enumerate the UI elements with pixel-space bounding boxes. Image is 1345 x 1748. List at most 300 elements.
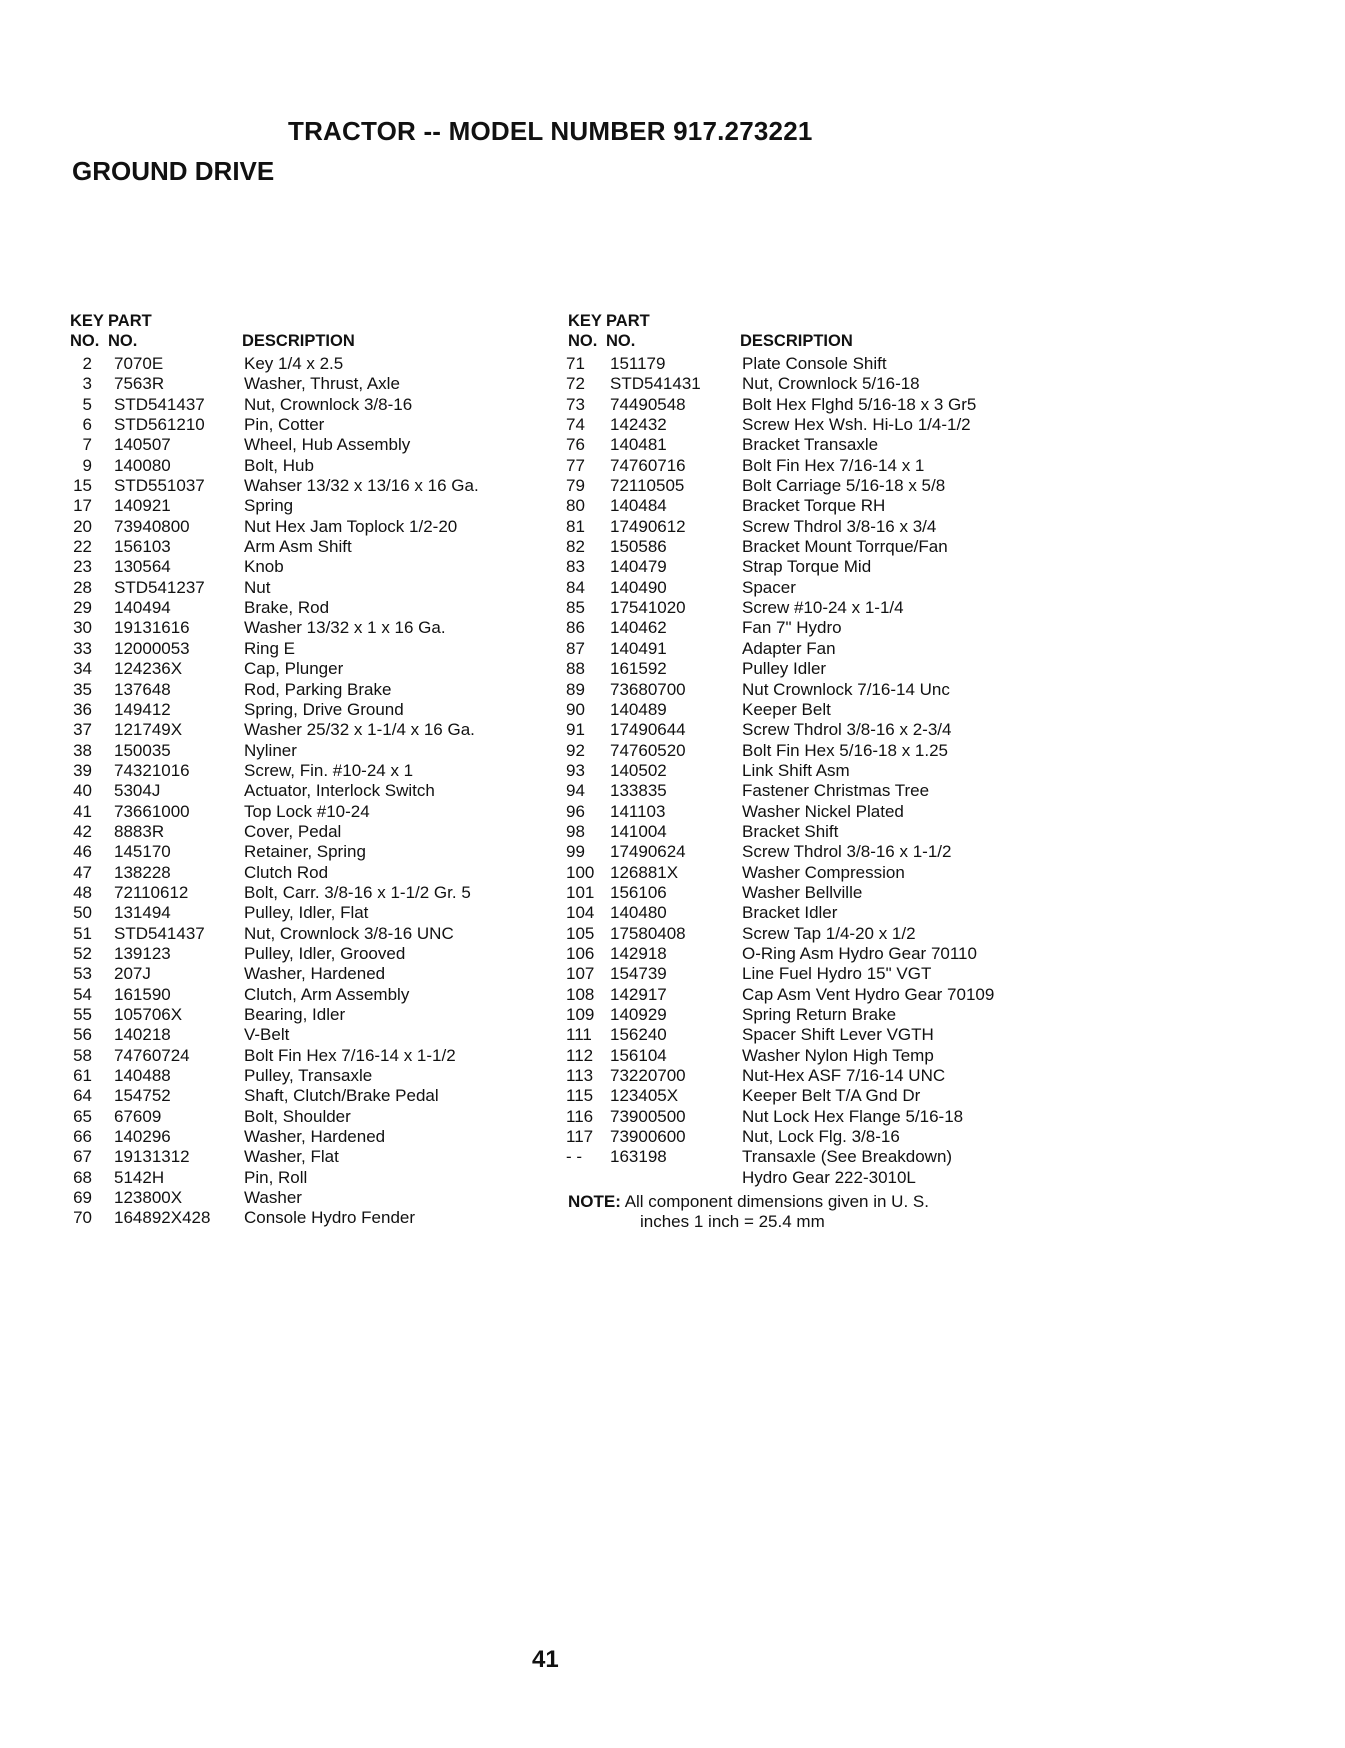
part-number: 124236X: [114, 659, 183, 679]
part-description: Keeper Belt T/A Gnd Dr: [742, 1086, 921, 1106]
part-description: Screw #10-24 x 1-1/4: [742, 598, 904, 618]
table-row: [568, 1005, 1328, 1025]
table-row: [70, 1127, 540, 1147]
part-description: Washer Bellville: [742, 882, 863, 902]
key-number: 104: [566, 903, 595, 923]
key-number: 39: [73, 760, 92, 780]
part-description: Cap, Plunger: [244, 659, 344, 679]
key-number: 38: [73, 740, 92, 760]
table-row: [70, 700, 540, 720]
part-number: 150586: [610, 537, 667, 557]
table-row: [70, 802, 540, 822]
part-description: Screw Thdrol 3/8-16 x 1-1/2: [742, 842, 952, 862]
table-row: [568, 395, 1328, 415]
table-row: [70, 781, 540, 801]
part-number: 141004: [610, 821, 667, 841]
key-number: 34: [73, 659, 92, 679]
key-number: 81: [566, 516, 585, 536]
key-number: 105: [566, 923, 595, 943]
part-number: 154739: [610, 964, 667, 984]
part-description: Nut, Crownlock 3/8-16 UNC: [244, 923, 454, 943]
note-line-1: All component dimensions given in U. S.: [624, 1192, 929, 1212]
key-number: 91: [566, 720, 585, 740]
table-row: [70, 395, 540, 415]
table-row: [568, 700, 1328, 720]
key-number: 88: [566, 659, 585, 679]
part-number: 73900600: [610, 1127, 686, 1147]
part-number: 140462: [610, 618, 667, 638]
part-number: 156106: [610, 882, 667, 902]
part-description: Wheel, Hub Assembly: [244, 435, 411, 455]
part-description: Pulley Idler: [742, 659, 827, 679]
page-title: TRACTOR -- MODEL NUMBER 917.273221: [288, 116, 813, 146]
column-header: [70, 312, 540, 354]
part-number: 126881X: [610, 862, 679, 882]
part-number: 140491: [610, 638, 667, 658]
key-number: 100: [566, 862, 595, 882]
key-number: 61: [73, 1066, 92, 1086]
part-number: 140481: [610, 435, 667, 455]
part-description: Nut Crownlock 7/16-14 Unc: [742, 679, 950, 699]
table-row: [70, 903, 540, 923]
key-number: 94: [566, 781, 585, 801]
table-row: [70, 924, 540, 944]
header-key-no: NO.: [70, 332, 100, 350]
table-row: [568, 781, 1328, 801]
key-number: 48: [73, 882, 92, 902]
key-number: 76: [566, 435, 585, 455]
header-key: KEY: [70, 312, 104, 330]
part-number: 140507: [114, 435, 171, 455]
key-number: 2: [82, 354, 92, 373]
part-number: 156240: [610, 1025, 667, 1045]
key-number: 52: [73, 943, 92, 963]
key-number: 74: [566, 415, 585, 435]
key-number: 86: [566, 618, 585, 638]
key-number: 20: [73, 516, 92, 536]
table-row: [568, 435, 1328, 455]
table-row: [70, 720, 540, 740]
part-description: Bolt Carriage 5/16-18 x 5/8: [742, 476, 946, 496]
table-row: [568, 964, 1328, 984]
key-number: 99: [566, 842, 585, 862]
part-description: Retainer, Spring: [244, 842, 366, 862]
part-description: Bolt Hex Flghd 5/16-18 x 3 Gr5: [742, 394, 977, 414]
column-header: [568, 312, 1328, 354]
part-number: 140494: [114, 598, 171, 618]
table-row: [568, 741, 1328, 761]
dimension-note: [568, 1192, 1328, 1232]
key-number: 9: [82, 455, 92, 475]
part-description: Nut, Crownlock 5/16-18: [742, 374, 920, 394]
table-row: [568, 415, 1328, 435]
header-description: DESCRIPTION: [242, 332, 355, 350]
part-number: 140484: [610, 496, 667, 516]
part-number: 74760724: [114, 1045, 190, 1065]
part-description: Nut Lock Hex Flange 5/16-18: [742, 1106, 964, 1126]
part-description: Fan 7" Hydro: [742, 618, 842, 638]
part-number: 140921: [114, 496, 171, 516]
part-number: STD541437: [114, 923, 205, 943]
part-number: 121749X: [114, 720, 183, 740]
part-description: Bolt, Hub: [244, 455, 314, 475]
part-description: Brake, Rod: [244, 598, 330, 618]
section-title: GROUND DRIVE: [72, 156, 275, 186]
key-number: 42: [73, 821, 92, 841]
table-row: [70, 1107, 540, 1127]
part-description: Bracket Torque RH: [742, 496, 886, 516]
part-description: Bearing, Idler: [244, 1005, 346, 1024]
key-number: 113: [566, 1066, 594, 1086]
table-row: [70, 537, 540, 557]
table-row: [568, 1025, 1328, 1045]
table-row: [70, 964, 540, 984]
part-number: 5142H: [114, 1167, 165, 1187]
part-number: 145170: [114, 842, 171, 862]
part-number: 105706X: [114, 1005, 183, 1024]
table-row: [568, 496, 1328, 516]
table-row: [70, 863, 540, 883]
part-number: 17490644: [610, 720, 686, 740]
part-description: Washer Nickel Plated: [742, 801, 904, 821]
key-number: 22: [73, 537, 92, 557]
part-description: Pin, Cotter: [244, 415, 325, 435]
part-number: 7070E: [114, 354, 164, 373]
table-row: [568, 883, 1328, 903]
table-row: [568, 985, 1328, 1005]
part-number: 12000053: [114, 638, 190, 658]
part-description: Nut, Crownlock 3/8-16: [244, 394, 413, 414]
table-row: [568, 680, 1328, 700]
header-part: PART: [108, 312, 152, 330]
key-number: 7: [82, 435, 92, 455]
part-description: Cover, Pedal: [244, 821, 342, 841]
table-row: [568, 761, 1328, 781]
parts-list-right: [568, 312, 1328, 1232]
table-row: [70, 1025, 540, 1045]
key-number: 72: [566, 374, 585, 394]
part-number: 138228: [114, 862, 171, 882]
part-number: STD541437: [114, 394, 205, 414]
key-number: 50: [73, 903, 92, 923]
part-description: Bracket Transaxle: [742, 435, 879, 455]
table-row: [568, 863, 1328, 883]
part-number: 164892X428: [114, 1208, 211, 1228]
part-description: Bolt, Carr. 3/8-16 x 1-1/2 Gr. 5: [244, 882, 471, 902]
key-number: 46: [73, 842, 92, 862]
part-number: 133835: [610, 781, 667, 801]
key-number: 6: [82, 415, 92, 435]
table-row: [70, 354, 540, 374]
part-description: Washer Compression: [742, 862, 905, 882]
key-number: 47: [73, 862, 92, 882]
key-number: 58: [73, 1045, 92, 1065]
part-description: Washer, Thrust, Axle: [244, 374, 400, 394]
key-number: 70: [73, 1208, 92, 1228]
part-description: Pulley, Transaxle: [244, 1066, 373, 1086]
part-description: Nut-Hex ASF 7/16-14 UNC: [742, 1066, 946, 1086]
table-row: [568, 1107, 1328, 1127]
part-description: Keeper Belt: [742, 699, 831, 719]
part-description: Bracket Mount Torrque/Fan: [742, 537, 948, 557]
part-number: 149412: [114, 699, 171, 719]
key-number: 53: [73, 964, 92, 984]
key-number: 77: [566, 455, 585, 475]
part-description: Hydro Gear 222-3010L: [742, 1167, 916, 1187]
part-description: Screw, Fin. #10-24 x 1: [244, 760, 414, 780]
key-number: 5: [82, 394, 92, 414]
part-number: 17580408: [610, 923, 686, 943]
part-description: Spring, Drive Ground: [244, 699, 404, 719]
table-row: [70, 1208, 540, 1228]
part-description: Clutch Rod: [244, 862, 329, 882]
part-description: Screw Thdrol 3/8-16 x 2-3/4: [742, 720, 952, 740]
table-row: [568, 1127, 1328, 1147]
key-number: 55: [73, 1005, 92, 1024]
part-description: Knob: [244, 557, 284, 577]
table-row: [70, 435, 540, 455]
parts-list-left: [70, 312, 540, 1229]
part-number: 131494: [114, 903, 171, 923]
header-part-no: NO.: [108, 332, 138, 350]
key-number: 83: [566, 557, 585, 577]
part-number: 140080: [114, 455, 171, 475]
key-number: 115: [566, 1086, 594, 1106]
table-row: [70, 1188, 540, 1208]
part-number: 151179: [610, 354, 666, 373]
part-description: Spacer Shift Lever VGTH: [742, 1025, 934, 1045]
part-number: 161590: [114, 984, 171, 1004]
table-row: [70, 883, 540, 903]
key-number: 3: [82, 374, 92, 394]
part-description: Washer, Flat: [244, 1147, 339, 1167]
table-row: [70, 985, 540, 1005]
part-number: 140479: [610, 557, 667, 577]
part-description: Plate Console Shift: [742, 354, 887, 373]
part-number: 73940800: [114, 516, 190, 536]
table-row: [70, 842, 540, 862]
part-description: Clutch, Arm Assembly: [244, 984, 410, 1004]
part-number: 74490548: [610, 394, 686, 414]
note-label: NOTE:: [568, 1192, 621, 1212]
page-number: 41: [532, 1646, 559, 1673]
key-number: 68: [73, 1167, 92, 1187]
key-number: 29: [73, 598, 92, 618]
table-row: [568, 842, 1328, 862]
part-description: Pulley, Idler, Flat: [244, 903, 369, 923]
header-part: PART: [606, 312, 650, 330]
table-row: [568, 374, 1328, 394]
part-description: Fastener Christmas Tree: [742, 781, 930, 801]
part-number: 163198: [610, 1147, 667, 1167]
table-row: [70, 1005, 540, 1025]
table-row: [568, 476, 1328, 496]
table-row: [70, 578, 540, 598]
part-number: 73680700: [610, 679, 686, 699]
part-number: 123800X: [114, 1188, 183, 1208]
part-description: Strap Torque Mid: [742, 557, 872, 577]
key-number: 111: [566, 1025, 592, 1045]
part-number: STD541431: [610, 374, 701, 394]
table-row: [70, 618, 540, 638]
part-description: Washer Nylon High Temp: [742, 1045, 934, 1065]
part-description: O-Ring Asm Hydro Gear 70110: [742, 943, 977, 963]
key-number: - -: [566, 1147, 583, 1167]
parts-rows: [568, 354, 1328, 1188]
table-row: [70, 496, 540, 516]
part-number: 19131616: [114, 618, 190, 638]
table-row: [70, 1086, 540, 1106]
part-description: Screw Hex Wsh. Hi-Lo 1/4-1/2: [742, 415, 971, 435]
part-number: 140929: [610, 1005, 667, 1024]
key-number: 35: [73, 679, 92, 699]
key-number: 73: [566, 394, 585, 414]
part-description: Bracket Idler: [742, 903, 838, 923]
key-number: 40: [73, 781, 92, 801]
part-description: Washer, Hardened: [244, 1127, 386, 1147]
key-number: 96: [566, 801, 585, 821]
part-description: Nut Hex Jam Toplock 1/2-20: [244, 516, 458, 536]
part-number: 73220700: [610, 1066, 686, 1086]
part-number: 130564: [114, 557, 171, 577]
part-number: 73900500: [610, 1106, 686, 1126]
table-row: [568, 517, 1328, 537]
part-description: Cap Asm Vent Hydro Gear 70109: [742, 984, 995, 1004]
table-row: [70, 517, 540, 537]
part-number: STD561210: [114, 415, 205, 435]
key-number: 64: [73, 1086, 92, 1106]
part-number: 72110612: [114, 882, 189, 902]
table-row: [568, 1168, 1328, 1188]
part-description: Nyliner: [244, 740, 297, 760]
key-number: 90: [566, 699, 585, 719]
part-number: 142432: [610, 415, 667, 435]
part-number: 140218: [114, 1025, 171, 1045]
key-number: 89: [566, 679, 585, 699]
key-number: 56: [73, 1025, 92, 1045]
key-number: 108: [566, 984, 595, 1004]
table-row: [568, 618, 1328, 638]
part-description: Rod, Parking Brake: [244, 679, 392, 699]
table-row: [568, 822, 1328, 842]
part-number: 140502: [610, 760, 667, 780]
table-row: [70, 456, 540, 476]
part-number: 140488: [114, 1066, 171, 1086]
table-row: [70, 476, 540, 496]
part-description: Transaxle (See Breakdown): [742, 1147, 953, 1167]
part-number: 140296: [114, 1127, 171, 1147]
table-row: [70, 1168, 540, 1188]
part-description: Bolt Fin Hex 5/16-18 x 1.25: [742, 740, 949, 760]
key-number: 84: [566, 577, 585, 597]
part-number: 17490612: [610, 516, 686, 536]
table-row: [568, 598, 1328, 618]
part-description: V-Belt: [244, 1025, 290, 1045]
part-number: 8883R: [114, 821, 165, 841]
key-number: 30: [73, 618, 92, 638]
part-description: Screw Thdrol 3/8-16 x 3/4: [742, 516, 937, 536]
part-description: Actuator, Interlock Switch: [244, 781, 435, 801]
key-number: 112: [566, 1045, 594, 1065]
part-description: Top Lock #10-24: [244, 801, 370, 821]
part-description: Spring: [244, 496, 294, 516]
table-row: [568, 578, 1328, 598]
part-number: 7563R: [114, 374, 165, 394]
part-number: 67609: [114, 1106, 162, 1126]
key-number: 65: [73, 1106, 92, 1126]
part-description: Bracket Shift: [742, 821, 839, 841]
header-part-no: NO.: [606, 332, 636, 350]
key-number: 87: [566, 638, 585, 658]
part-number: 139123: [114, 943, 171, 963]
part-number: 19131312: [114, 1147, 190, 1167]
table-row: [568, 1046, 1328, 1066]
table-row: [568, 1066, 1328, 1086]
table-row: [568, 1147, 1328, 1167]
part-number: 140480: [610, 903, 667, 923]
header-description: DESCRIPTION: [740, 332, 853, 350]
note-line-2: inches 1 inch = 25.4 mm: [640, 1212, 825, 1232]
part-number: 156104: [610, 1045, 667, 1065]
part-description: Bolt Fin Hex 7/16-14 x 1-1/2: [244, 1045, 456, 1065]
key-number: 116: [566, 1106, 594, 1126]
table-row: [70, 659, 540, 679]
part-description: Wahser 13/32 x 13/16 x 16 Ga.: [244, 476, 479, 496]
part-number: 123405X: [610, 1086, 679, 1106]
key-number: 51: [73, 923, 92, 943]
key-number: 71: [566, 354, 585, 373]
part-description: Link Shift Asm: [742, 760, 850, 780]
table-row: [70, 1066, 540, 1086]
part-description: Arm Asm Shift: [244, 537, 352, 557]
key-number: 117: [566, 1127, 594, 1147]
table-row: [70, 761, 540, 781]
part-number: STD541237: [114, 577, 205, 597]
part-description: Bolt Fin Hex 7/16-14 x 1: [742, 455, 925, 475]
part-number: 5304J: [114, 781, 161, 801]
table-row: [70, 374, 540, 394]
key-number: 23: [73, 557, 92, 577]
table-row: [568, 639, 1328, 659]
key-number: 93: [566, 760, 585, 780]
table-row: [568, 1086, 1328, 1106]
part-description: Console Hydro Fender: [244, 1208, 416, 1228]
part-description: Adapter Fan: [742, 638, 836, 658]
key-number: 107: [566, 964, 595, 984]
table-row: [568, 354, 1328, 374]
part-number: 140490: [610, 577, 667, 597]
key-number: 41: [73, 801, 92, 821]
key-number: 54: [73, 984, 92, 1004]
parts-rows: [70, 354, 540, 1229]
part-number: 142917: [610, 984, 667, 1004]
part-number: 17541020: [610, 598, 686, 618]
part-number: 150035: [114, 740, 171, 760]
key-number: 69: [73, 1188, 92, 1208]
part-description: Shaft, Clutch/Brake Pedal: [244, 1086, 439, 1106]
part-description: Washer 13/32 x 1 x 16 Ga.: [244, 618, 446, 638]
part-description: Pin, Roll: [244, 1167, 308, 1187]
key-number: 98: [566, 821, 585, 841]
table-row: [70, 1147, 540, 1167]
table-row: [568, 924, 1328, 944]
part-description: Line Fuel Hydro 15" VGT: [742, 964, 932, 984]
part-description: Spring Return Brake: [742, 1005, 897, 1024]
key-number: 101: [566, 882, 595, 902]
key-number: 106: [566, 943, 595, 963]
table-row: [70, 598, 540, 618]
header-key: KEY: [568, 312, 602, 330]
